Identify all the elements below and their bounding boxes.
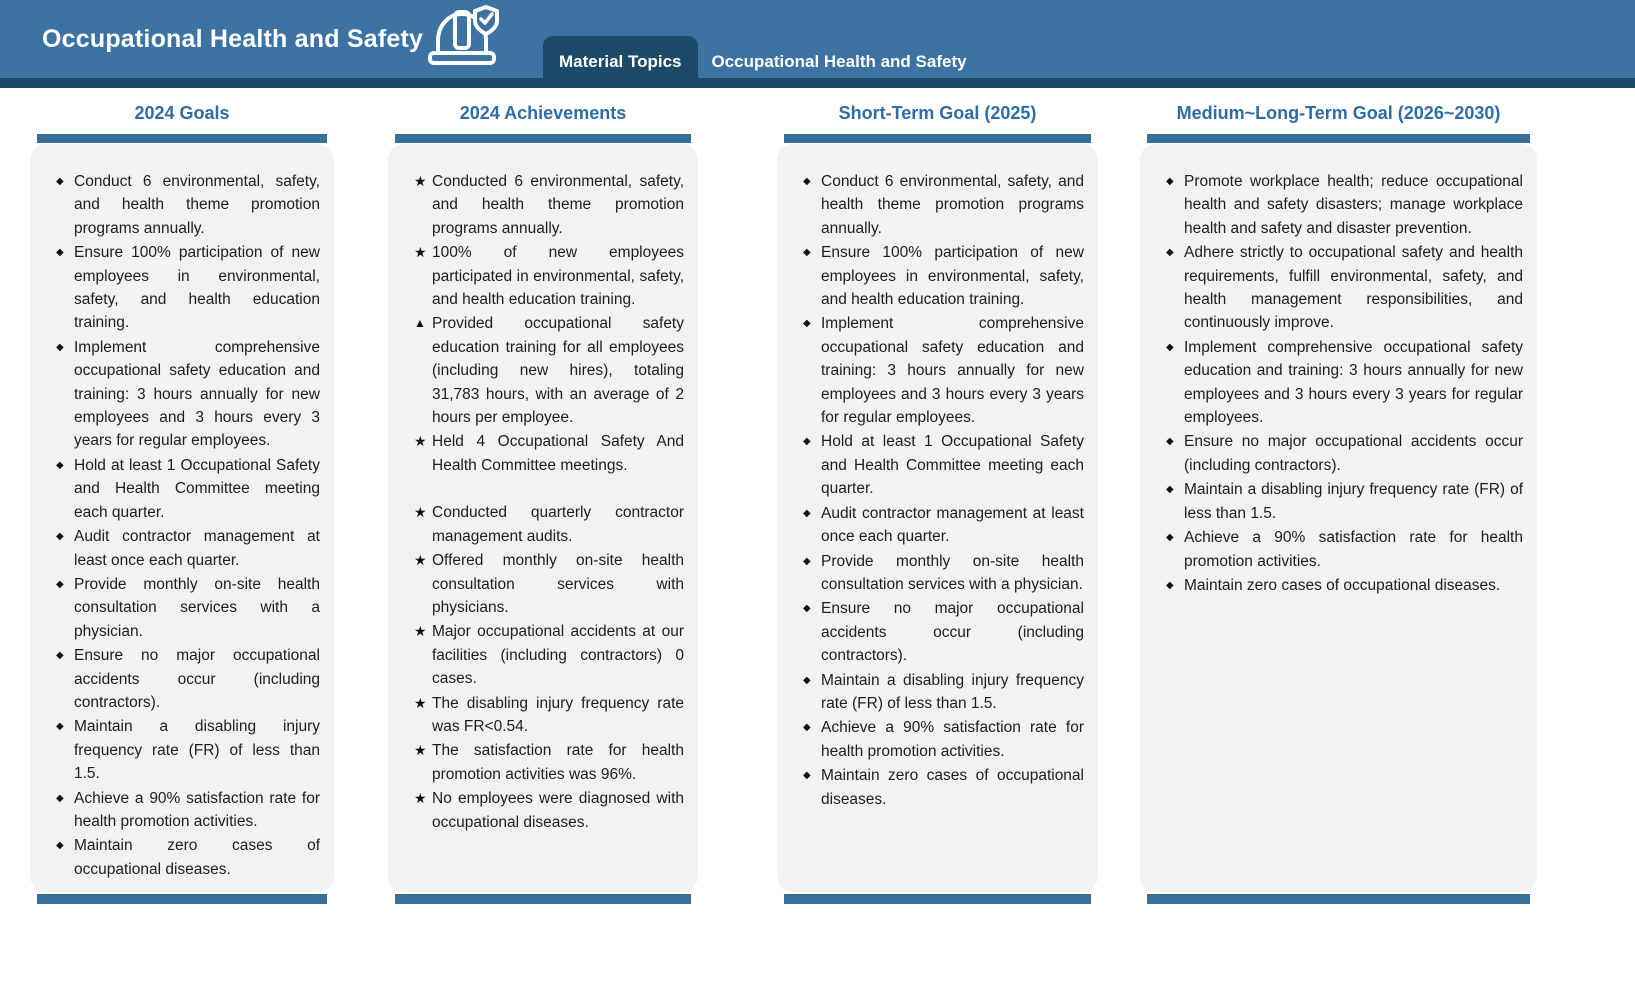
column-card bbox=[388, 144, 698, 892]
columns bbox=[0, 88, 1635, 982]
diamond-bullet-icon: ◆ bbox=[56, 840, 64, 852]
diamond-bullet-icon: ◆ bbox=[803, 247, 811, 259]
diamond-bullet-icon: ◆ bbox=[803, 555, 811, 567]
list-item bbox=[803, 597, 1084, 667]
item-text: Maintain zero cases of occupational diseases. bbox=[1184, 576, 1501, 594]
item-text: Audit contractor management at least once each quarter. bbox=[74, 528, 320, 569]
list-item bbox=[1166, 241, 1523, 335]
item-text: Hold at least 1 Occupational Safety and Health Committee meeting each quarter. bbox=[74, 456, 320, 521]
list-item bbox=[414, 620, 684, 690]
star-bullet-icon: ★ bbox=[414, 742, 427, 759]
triangle-bullet-icon: ▲ bbox=[414, 316, 426, 331]
list-item bbox=[56, 170, 320, 240]
page-title: Occupational Health and Safety bbox=[42, 24, 424, 53]
diamond-bullet-icon: ◆ bbox=[803, 176, 811, 187]
diamond-bullet-icon: ◆ bbox=[56, 792, 64, 804]
item-text: Audit contractor management at least once each quarter. bbox=[821, 504, 1084, 546]
item-text: Promote workplace health; reduce occupational health and safety disasters; manage workplace health and safety and disaster prevention. bbox=[1184, 173, 1523, 237]
list-item bbox=[56, 336, 320, 453]
list-item bbox=[803, 550, 1084, 597]
hard-hat-shield-icon bbox=[420, 5, 506, 75]
list-item bbox=[56, 787, 320, 834]
list-item bbox=[414, 170, 684, 240]
column-short-term-goal-2025 bbox=[777, 102, 1098, 904]
column-bottom-bar bbox=[784, 894, 1091, 904]
diamond-bullet-icon: ◆ bbox=[56, 341, 64, 353]
diamond-bullet-icon: ◆ bbox=[1166, 532, 1174, 544]
item-text: Maintain a disabling injury frequency rate (FR) of less than 1.5. bbox=[821, 671, 1084, 712]
diamond-bullet-icon: ◆ bbox=[803, 603, 811, 615]
list-item bbox=[56, 525, 320, 572]
column-title: 2024 Goals bbox=[134, 103, 230, 123]
list-item bbox=[803, 170, 1084, 240]
item-text: Conduct 6 environmental, safety, and health theme promotion programs annually. bbox=[74, 173, 320, 237]
item-text: Hold at least 1 Occupational Safety and Health Committee meeting each quarter. bbox=[821, 433, 1084, 498]
diamond-bullet-icon: ◆ bbox=[1166, 176, 1174, 187]
item-text: No employees were diagnosed with occupational diseases. bbox=[432, 790, 684, 831]
list-item bbox=[1166, 170, 1523, 240]
diamond-bullet-icon: ◆ bbox=[1166, 579, 1174, 591]
star-bullet-icon: ★ bbox=[414, 244, 427, 261]
list-item bbox=[56, 454, 320, 524]
star-bullet-icon: ★ bbox=[414, 552, 427, 569]
item-text: Ensure 100% participation of new employees in environmental, safety, and health education training. bbox=[821, 244, 1084, 309]
list-item bbox=[414, 787, 684, 834]
column-top-bar bbox=[784, 134, 1091, 143]
item-text: Maintain a disabling injury frequency rate (FR) of less than 1.5. bbox=[1184, 481, 1523, 522]
column-top-bar bbox=[395, 134, 691, 143]
list-item bbox=[803, 241, 1084, 311]
diamond-bullet-icon: ◆ bbox=[56, 176, 64, 187]
list-item bbox=[414, 241, 684, 311]
item-text: Achieve a 90% satisfaction rate for health promotion activities. bbox=[821, 719, 1084, 760]
list-item bbox=[414, 501, 684, 548]
list-item bbox=[803, 764, 1084, 811]
tab-occupational-health-and-safety[interactable]: Occupational Health and Safety bbox=[711, 52, 967, 71]
diamond-bullet-icon: ◆ bbox=[56, 531, 64, 543]
item-text: Maintain zero cases of occupational diseases. bbox=[821, 767, 1084, 808]
star-bullet-icon: ★ bbox=[414, 504, 427, 521]
item-text: Conduct 6 environmental, safety, and health theme promotion programs annually. bbox=[821, 173, 1084, 237]
list-item bbox=[803, 669, 1084, 716]
diamond-bullet-icon: ◆ bbox=[1166, 436, 1174, 448]
item-text: Conducted quarterly contractor management audits. bbox=[432, 504, 684, 545]
item-text: Ensure no major occupational accidents occur (including contractors). bbox=[821, 600, 1084, 665]
item-text: The satisfaction rate for health promotion activities was 96%. bbox=[432, 742, 684, 783]
diamond-bullet-icon: ◆ bbox=[56, 459, 64, 471]
column-title: Short-Term Goal (2025) bbox=[838, 103, 1037, 123]
item-text: Implement comprehensive occupational safety education and training: 3 hours annually for new employees and 3 hours every 3 years for regular employees. bbox=[74, 338, 320, 450]
column-title: Medium~Long-Term Goal (2026~2030) bbox=[1176, 103, 1501, 123]
diamond-bullet-icon: ◆ bbox=[803, 507, 811, 519]
diamond-bullet-icon: ◆ bbox=[56, 650, 64, 662]
column-bottom-bar bbox=[37, 894, 327, 904]
diamond-bullet-icon: ◆ bbox=[803, 318, 811, 330]
list-item bbox=[1166, 336, 1523, 430]
diamond-bullet-icon: ◆ bbox=[56, 247, 64, 259]
diamond-bullet-icon: ◆ bbox=[803, 770, 811, 782]
item-text: Maintain zero cases of occupational diseases. bbox=[74, 837, 320, 878]
diamond-bullet-icon: ◆ bbox=[56, 578, 64, 590]
column-bottom-bar bbox=[1147, 894, 1530, 904]
list-item bbox=[1166, 478, 1523, 525]
star-bullet-icon: ★ bbox=[414, 433, 427, 450]
column-bottom-bar bbox=[395, 894, 691, 904]
header-bottom-strip bbox=[0, 78, 1635, 88]
item-text: The disabling injury frequency rate was FR<0.54. bbox=[432, 694, 684, 735]
column-card bbox=[1140, 144, 1537, 892]
list-item bbox=[414, 739, 684, 786]
item-text: Major occupational accidents at our facilities (including contractors) 0 cases. bbox=[432, 623, 684, 688]
item-text: Provided occupational safety education training for all employees (including new hires), totaling 31,783 hours, with an average of 2 hours per employee. bbox=[432, 315, 684, 427]
column-2024-goals bbox=[30, 102, 334, 904]
tab-material-topics[interactable]: Material Topics bbox=[543, 36, 698, 88]
list-item bbox=[1166, 430, 1523, 477]
list-item bbox=[1166, 574, 1523, 597]
item-text: Adhere strictly to occupational safety and health requirements, fulfill environmental, safety, and health management responsibilities, and continuously improve. bbox=[1184, 244, 1523, 332]
list-item bbox=[56, 573, 320, 643]
item-text: Ensure 100% participation of new employees in environmental, safety, and health education training. bbox=[74, 244, 320, 332]
diamond-bullet-icon: ◆ bbox=[803, 722, 811, 734]
item-text: Provide monthly on-site health consultation services with a physician. bbox=[821, 552, 1084, 593]
star-bullet-icon: ★ bbox=[414, 790, 427, 807]
diamond-bullet-icon: ◆ bbox=[803, 674, 811, 686]
item-text: Held 4 Occupational Safety And Health Committee meetings. bbox=[432, 433, 684, 474]
column-2024-achievements bbox=[388, 102, 698, 904]
diamond-bullet-icon: ◆ bbox=[1166, 247, 1174, 259]
diamond-bullet-icon: ◆ bbox=[56, 721, 64, 733]
list-item bbox=[56, 834, 320, 881]
column-title: 2024 Achievements bbox=[459, 103, 627, 123]
star-bullet-icon: ★ bbox=[414, 694, 427, 711]
item-text: Maintain a disabling injury frequency rate (FR) of less than 1.5. bbox=[74, 718, 320, 783]
list-item bbox=[803, 502, 1084, 549]
item-text: Offered monthly on-site health consultation services with physicians. bbox=[432, 552, 684, 616]
column-card bbox=[30, 144, 334, 892]
list-item bbox=[803, 430, 1084, 500]
list-item bbox=[56, 241, 320, 335]
item-text: Conducted 6 environmental, safety, and health theme promotion programs annually. bbox=[432, 173, 684, 237]
column-top-bar bbox=[1147, 134, 1530, 143]
list-item bbox=[414, 430, 684, 477]
column-top-bar bbox=[37, 134, 327, 143]
item-text: 100% of new employees participated in environmental, safety, and health education training. bbox=[432, 244, 684, 309]
column-card bbox=[777, 144, 1098, 892]
list-item bbox=[414, 312, 684, 429]
item-text: Implement comprehensive occupational safety education and training: 3 hours annually for new employees and 3 hours every 3 years for regular employees. bbox=[821, 315, 1084, 427]
item-text: Implement comprehensive occupational safety education and training: 3 hours annually for new employees and 3 hours every 3 years for regular employees. bbox=[1184, 338, 1523, 427]
list-item bbox=[803, 312, 1084, 429]
item-text: Achieve a 90% satisfaction rate for health promotion activities. bbox=[74, 789, 320, 830]
item-text: Ensure no major occupational accidents occur (including contractors). bbox=[1184, 433, 1523, 474]
diamond-bullet-icon: ◆ bbox=[1166, 484, 1174, 496]
list-item bbox=[56, 644, 320, 714]
item-text: Ensure no major occupational accidents occur (including contractors). bbox=[74, 647, 320, 711]
column-medium-long-term-goal-2026-2030 bbox=[1140, 102, 1537, 904]
list-item bbox=[414, 549, 684, 619]
page-header bbox=[0, 0, 1635, 88]
list-item bbox=[414, 692, 684, 739]
star-bullet-icon: ★ bbox=[414, 173, 427, 189]
list-item bbox=[56, 715, 320, 785]
item-spacer bbox=[414, 478, 684, 501]
diamond-bullet-icon: ◆ bbox=[803, 436, 811, 448]
item-text: Provide monthly on-site health consultation services with a physician. bbox=[74, 575, 320, 640]
item-text: Achieve a 90% satisfaction rate for health promotion activities. bbox=[1184, 529, 1523, 570]
list-item bbox=[1166, 526, 1523, 573]
list-item bbox=[803, 716, 1084, 763]
star-bullet-icon: ★ bbox=[414, 623, 427, 640]
diamond-bullet-icon: ◆ bbox=[1166, 341, 1174, 353]
